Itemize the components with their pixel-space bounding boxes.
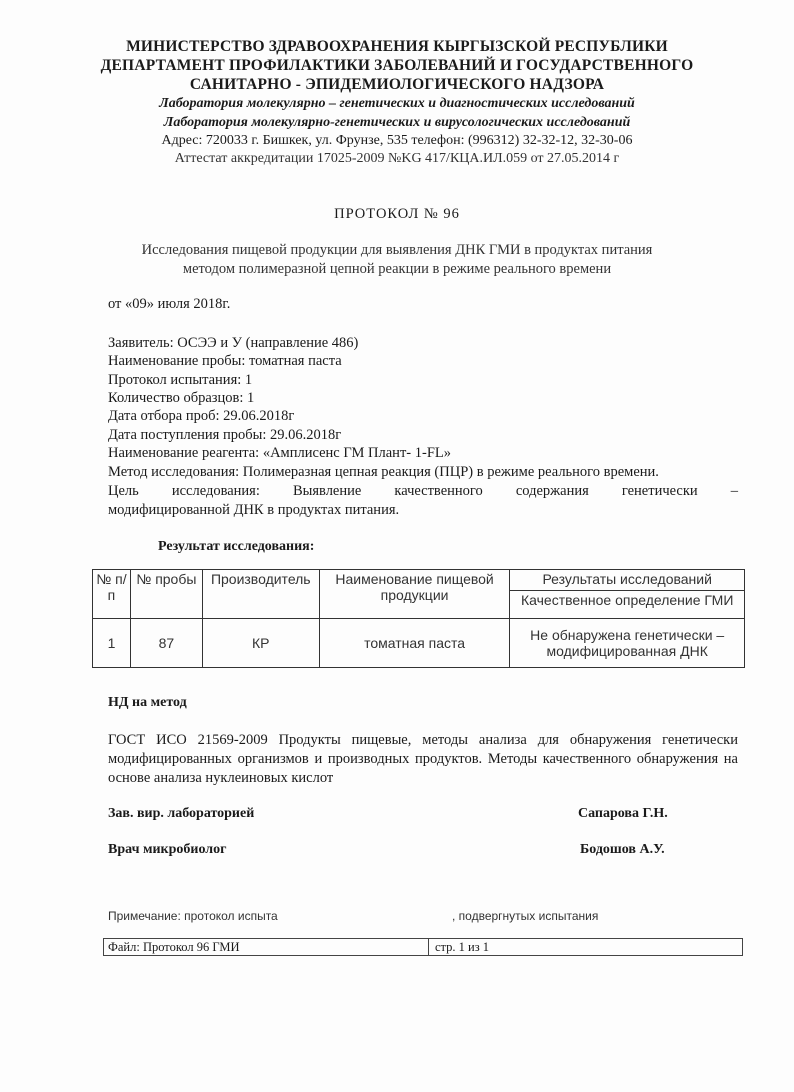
footer-file: Файл: Протокол 96 ГМИ: [104, 939, 429, 955]
protocol-title: ПРОТОКОЛ № 96: [334, 206, 460, 222]
goal-word: –: [730, 483, 738, 499]
goal-line-2: модифицированной ДНК в продуктах питания.: [108, 502, 400, 518]
goal-word: качественного: [394, 483, 483, 499]
reagent-field: Наименование реагента: «Амплисенс ГМ Плант- 1-FL»: [108, 445, 451, 461]
col-header-manufacturer: Производитель: [202, 570, 319, 619]
lab-line-2: Лаборатория молекулярно-генетических и вирусологических исследований: [163, 115, 631, 130]
goal-word: Цель: [108, 483, 139, 499]
sample-count-field: Количество образцов: 1: [108, 390, 255, 406]
protocol-subtitle-2: методом полимеразной цепной реакции в режиме реального времени: [182, 261, 612, 277]
table-header-row: [93, 570, 745, 591]
signature-role-2: Врач микробиолог: [108, 842, 227, 857]
goal-line-1: [108, 482, 738, 501]
protocol-subtitle-1: Исследования пищевой продукции для выявления ДНК ГМИ в продуктах питания: [141, 242, 653, 258]
protocol-date: от «09» июля 2018г.: [108, 296, 231, 312]
results-heading: Результат исследования:: [158, 539, 315, 554]
sample-name-field: Наименование пробы: томатная паста: [108, 353, 342, 369]
goal-word: Выявление: [292, 483, 362, 499]
test-protocol-field: Протокол испытания: 1: [108, 372, 253, 388]
footer-page: стр. 1 из 1: [435, 940, 490, 954]
method-nd-heading: НД на метод: [108, 695, 187, 710]
ministry-line-2: ДЕПАРТАМЕНТ ПРОФИЛАКТИКИ ЗАБОЛЕВАНИЙ И ГОСУДАРСТВЕННОГО: [100, 57, 694, 74]
lab-line-1: Лаборатория молекулярно – генетических и диагностических исследований: [159, 96, 635, 111]
cell-result: Не обнаружена генетически – модифицированная ДНК: [510, 619, 745, 668]
applicant-field: Заявитель: ОСЭЭ и У (направление 486): [108, 335, 359, 351]
method-field: Метод исследования: Полимеразная цепная реакция (ПЦР) в режиме реального времени.: [108, 464, 659, 480]
note-right: , подвергнутых испытания: [452, 909, 599, 923]
sampling-date-field: Дата отбора проб: 29.06.2018г: [108, 408, 295, 424]
footer-box: [103, 938, 743, 956]
col-header-product: Наименование пищевой продукции: [319, 570, 510, 619]
method-nd-text: ГОСТ ИСО 21569-2009 Продукты пищевые, методы анализа для обнаружения генетически модифицированных организмов и производных продуктов. Методы качественного обнаружения на основе анализа нуклеиновых кислот: [108, 732, 738, 786]
table-row: [93, 619, 745, 668]
note-left: Примечание: протокол испыта: [108, 909, 278, 923]
col-header-sample-no: № пробы: [130, 570, 202, 619]
address-line: Адрес: 720033 г. Бишкек, ул. Фрунзе, 535 телефон: (996312) 32-32-12, 32-30-06: [161, 133, 633, 148]
col-header-results: Результаты исследований: [510, 570, 745, 591]
goal-word: генетически: [621, 483, 698, 499]
receipt-date-field: Дата поступления пробы: 29.06.2018г: [108, 427, 342, 443]
cell-manufacturer: КР: [202, 619, 319, 668]
goal-word: исследования:: [171, 483, 260, 499]
goal-word: содержания: [515, 483, 589, 499]
cell-sample-no: 87: [130, 619, 202, 668]
results-table: [92, 569, 745, 668]
accreditation-line: Аттестат аккредитации 17025-2009 №KG 417/КЦА.ИЛ.059 от 27.05.2014 г: [174, 151, 620, 166]
ministry-line-3: САНИТАРНО - ЭПИДЕМИОЛОГИЧЕСКОГО НАДЗОРА: [189, 76, 605, 93]
goal-field: [108, 482, 738, 520]
col-header-num: № п/п: [93, 570, 131, 619]
signature-name-2: Бодошов А.У.: [580, 842, 665, 857]
cell-product: томатная паста: [319, 619, 510, 668]
ministry-line-1: МИНИСТЕРСТВО ЗДРАВООХРАНЕНИЯ КЫРГЫЗСКОЙ РЕСПУБЛИКИ: [126, 38, 668, 55]
signature-name-1: Сапарова Г.Н.: [578, 806, 668, 821]
cell-num: 1: [93, 619, 131, 668]
signature-role-1: Зав. вир. лабораторией: [108, 806, 255, 821]
col-header-qualitative: Качественное определение ГМИ: [510, 591, 745, 619]
